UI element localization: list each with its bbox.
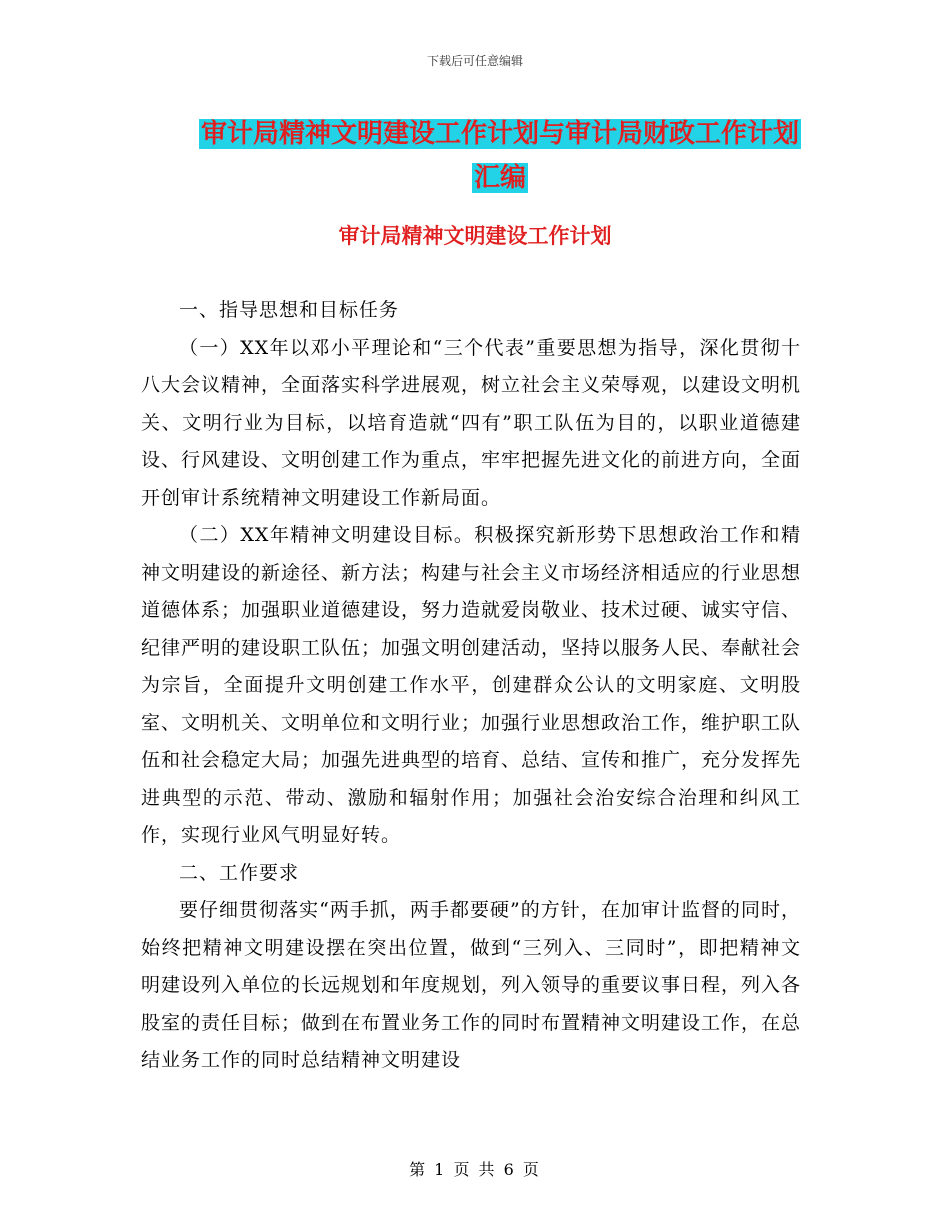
page-number-footer: 第 1 页 共 6 页 (409, 1160, 541, 1179)
main-title-line-1: 审计局精神文明建设工作计划与审计局财政工作计划 (200, 119, 799, 149)
main-title-line-2: 汇编 (473, 163, 526, 193)
heading-work-requirements: 二、工作要求 (179, 861, 300, 884)
paragraph-item-2: （二）XX年精神文明建设目标。积极探究新形势下思想政治工作和精神文明建设的新途径、新方法；构建与社会主义市场经济相适应的行业思想道德体系；加强职业道德建设，努力造就爱岗敬业、技术过硬、诚实守信、纪律严明的建设职工队伍；加强文明创建活动，坚持以服务人民、奉献社会为宗旨，全面提升文明创建工作水平，创建群众公认的文明家庭、文明股室、文明机关、文明单位和文明行业；加强行业思想政治工作，维护职工队伍和社会稳定大局；加强先进典型的培育、总结、宣传和推广，充分发挥先进典型的示范、带动、激励和辐射作用；加强社会治安综合治理和纠风工作，实现行业风气明显好转。 (141, 524, 802, 846)
paragraph-item-1: （一）XX年以邓小平理论和“三个代表”重要思想为指导，深化贯彻十八大会议精神，全面落实科学进展观，树立社会主义荣辱观，以建设文明机关、文明行业为目标，以培育造就“四有”职工队伍为目的，以职业道德建设、行风建设、文明创建工作为重点，牢牢把握先进文化的前进方向，全面开创审计系统精神文明建设工作新局面。 (141, 336, 802, 509)
section-title: 审计局精神文明建设工作计划 (338, 224, 612, 248)
heading-guiding-thought: 一、指导思想和目标任务 (179, 299, 400, 321)
header-note: 下载后可任意编辑 (426, 54, 523, 68)
document-body (141, 292, 801, 1080)
document-main-title (190, 112, 810, 200)
paragraph-work-requirements: 要仔细贯彻落实“两手抓，两手都要硬”的方针，在加审计监督的同时，始终把精神文明建设摆在突出位置，做到“三列入、三同时”，即把精神文明建设列入单位的长远规划和年度规划，列入领导的重要议事日程，列入各股室的责任目标；做到在布置业务工作的同时布置精神文明建设工作，在总结业务工作的同时总结精神文明建设 (141, 899, 802, 1071)
